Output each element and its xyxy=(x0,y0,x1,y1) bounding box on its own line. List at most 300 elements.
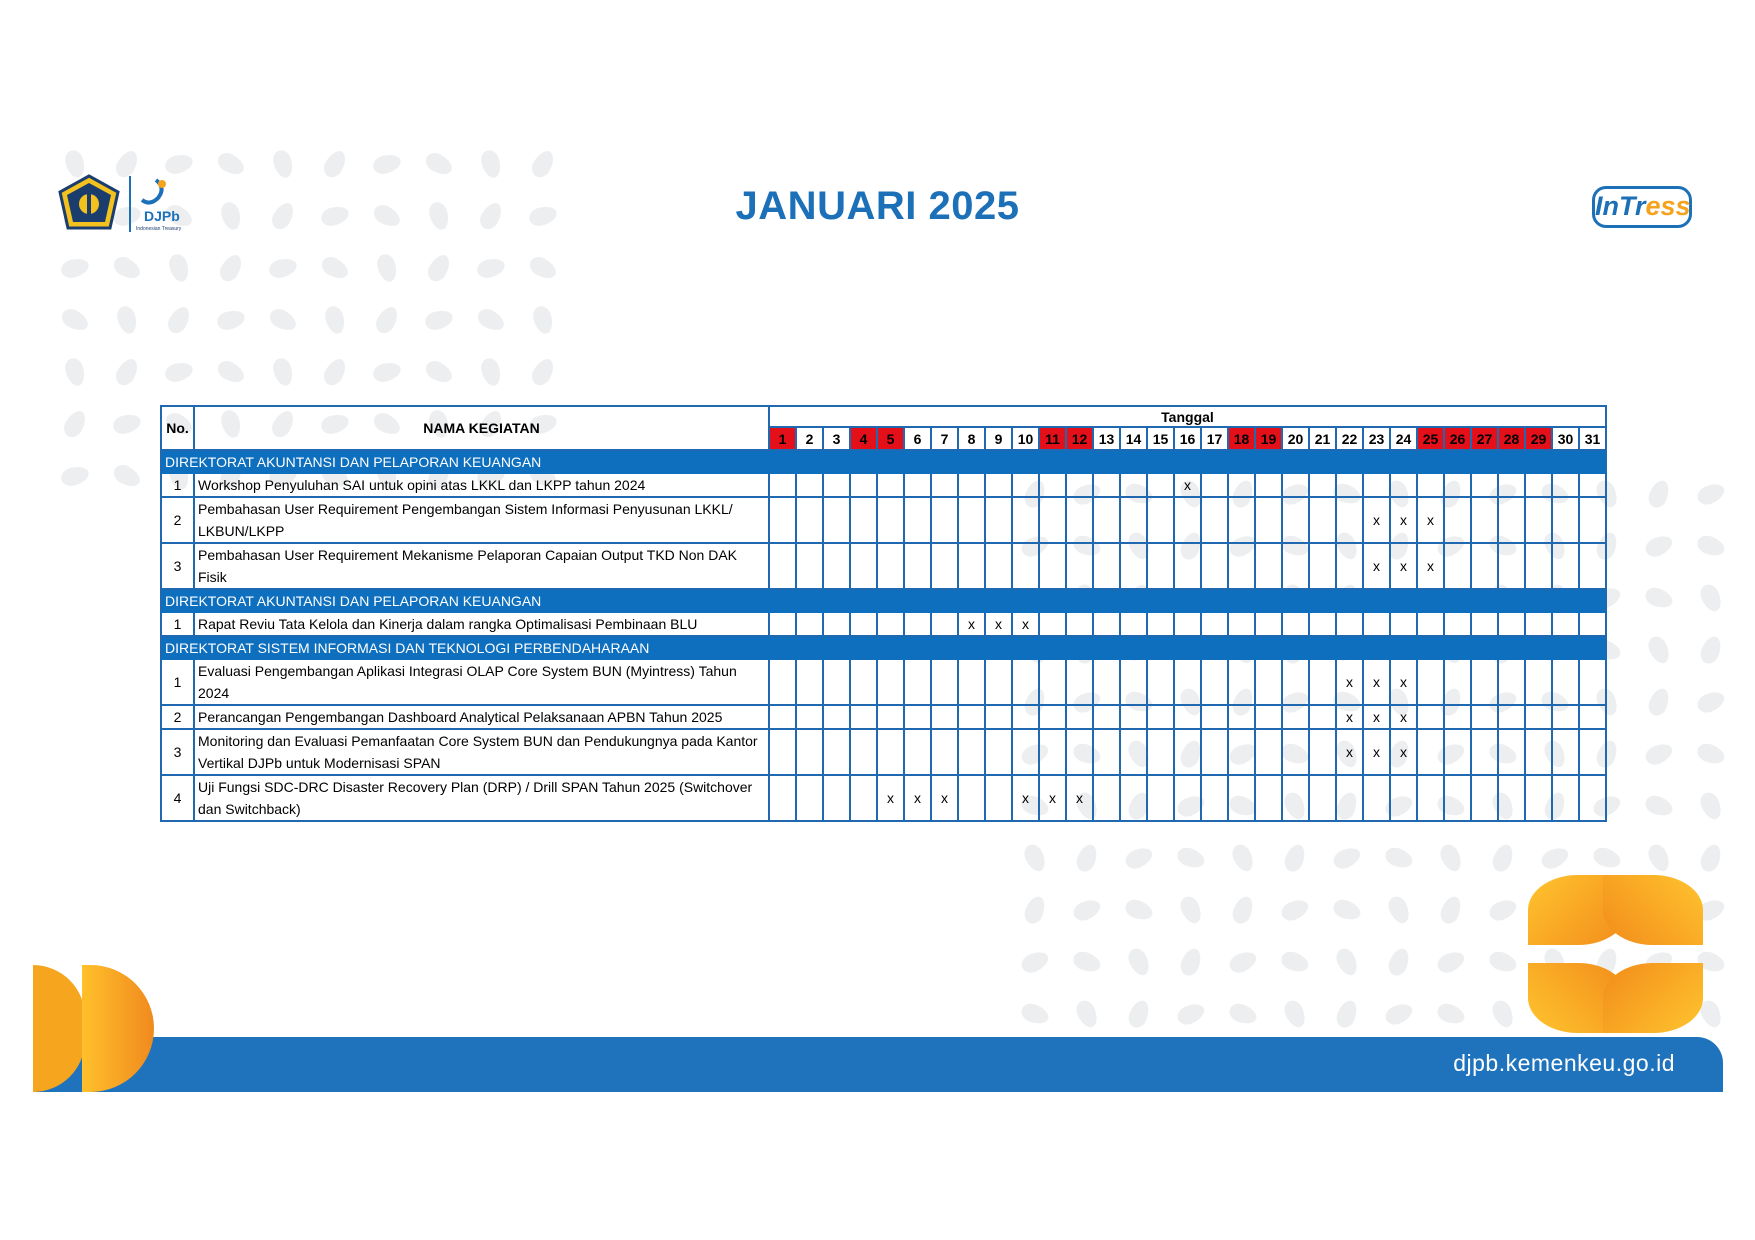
day-cell xyxy=(1066,543,1093,589)
day-cell xyxy=(1174,497,1201,543)
scheduled-mark: x xyxy=(958,612,985,636)
day-cell xyxy=(769,659,796,705)
section-title: DIREKTORAT SISTEM INFORMASI DAN TEKNOLOGI PERBENDAHARAAN xyxy=(161,636,1606,659)
section-title: DIREKTORAT AKUNTANSI DAN PELAPORAN KEUANGAN xyxy=(161,450,1606,473)
day-cell xyxy=(1039,612,1066,636)
schedule-body xyxy=(161,450,1606,821)
day-cell xyxy=(1228,497,1255,543)
day-cell xyxy=(1282,497,1309,543)
day-cell xyxy=(1255,775,1282,821)
day-cell xyxy=(958,473,985,497)
day-cell xyxy=(1147,775,1174,821)
day-cell xyxy=(1039,729,1066,775)
scheduled-mark: x xyxy=(1336,729,1363,775)
activity-name: Uji Fungsi SDC-DRC Disaster Recovery Plan (DRP) / Drill SPAN Tahun 2025 (Switchover dan Switchback) xyxy=(194,775,769,821)
djpb-logo-subtitle: Indonesian Treasury xyxy=(136,226,182,232)
day-cell xyxy=(1417,659,1444,705)
day-cell xyxy=(850,543,877,589)
day-cell xyxy=(931,659,958,705)
day-cell xyxy=(931,612,958,636)
day-header-20: 20 xyxy=(1282,427,1309,450)
day-header-16: 16 xyxy=(1174,427,1201,450)
day-cell xyxy=(1417,775,1444,821)
day-cell xyxy=(1444,497,1471,543)
day-cell xyxy=(1336,473,1363,497)
day-cell xyxy=(850,497,877,543)
scheduled-mark: x xyxy=(1336,705,1363,729)
day-cell xyxy=(931,543,958,589)
day-header-29: 29 xyxy=(1525,427,1552,450)
day-cell xyxy=(1417,729,1444,775)
day-cell xyxy=(1471,705,1498,729)
day-cell xyxy=(823,659,850,705)
day-cell xyxy=(1471,473,1498,497)
day-cell xyxy=(1039,473,1066,497)
day-cell xyxy=(1417,473,1444,497)
day-cell xyxy=(850,473,877,497)
day-cell xyxy=(1201,659,1228,705)
day-header-15: 15 xyxy=(1147,427,1174,450)
day-cell xyxy=(1390,775,1417,821)
day-cell xyxy=(1444,612,1471,636)
day-cell xyxy=(1120,775,1147,821)
day-cell xyxy=(1255,543,1282,589)
day-cell xyxy=(1282,543,1309,589)
day-cell xyxy=(1039,659,1066,705)
day-cell xyxy=(1309,612,1336,636)
scheduled-mark: x xyxy=(1012,612,1039,636)
day-cell xyxy=(877,659,904,705)
day-cell xyxy=(1336,543,1363,589)
day-cell xyxy=(769,775,796,821)
day-cell xyxy=(958,729,985,775)
day-header-13: 13 xyxy=(1093,427,1120,450)
scheduled-mark: x xyxy=(904,775,931,821)
page-title: JANUARI 2025 xyxy=(735,184,1020,228)
day-cell xyxy=(1309,729,1336,775)
day-cell xyxy=(1012,659,1039,705)
table-row xyxy=(161,497,1606,543)
day-header-4: 4 xyxy=(850,427,877,450)
day-cell xyxy=(1579,729,1606,775)
day-cell xyxy=(1228,543,1255,589)
col-header-dates: Tanggal xyxy=(769,406,1606,427)
day-cell xyxy=(1444,659,1471,705)
day-cell xyxy=(850,775,877,821)
day-header-6: 6 xyxy=(904,427,931,450)
row-number: 1 xyxy=(161,612,194,636)
day-cell xyxy=(1282,612,1309,636)
flower-decoration xyxy=(1528,875,1698,1040)
day-cell xyxy=(769,473,796,497)
day-cell xyxy=(796,473,823,497)
day-cell xyxy=(1012,705,1039,729)
intress-logo-suffix: ess xyxy=(1645,191,1691,221)
day-cell xyxy=(1066,729,1093,775)
day-cell xyxy=(1525,473,1552,497)
day-cell xyxy=(1552,729,1579,775)
scheduled-mark: x xyxy=(1039,775,1066,821)
day-cell xyxy=(1093,543,1120,589)
day-cell xyxy=(1147,659,1174,705)
day-cell xyxy=(1012,543,1039,589)
day-cell xyxy=(1255,497,1282,543)
day-cell xyxy=(1525,497,1552,543)
day-cell xyxy=(904,497,931,543)
day-cell xyxy=(877,543,904,589)
scheduled-mark: x xyxy=(1390,659,1417,705)
day-cell xyxy=(958,775,985,821)
day-cell xyxy=(985,497,1012,543)
day-cell xyxy=(877,473,904,497)
scheduled-mark: x xyxy=(1363,497,1390,543)
row-number: 3 xyxy=(161,543,194,589)
day-cell xyxy=(1444,729,1471,775)
day-cell xyxy=(1174,705,1201,729)
day-cell xyxy=(1147,497,1174,543)
day-cell xyxy=(769,705,796,729)
day-cell xyxy=(1471,497,1498,543)
day-cell xyxy=(1201,543,1228,589)
day-cell xyxy=(1282,659,1309,705)
day-header-30: 30 xyxy=(1552,427,1579,450)
day-cell xyxy=(850,659,877,705)
day-cell xyxy=(985,473,1012,497)
day-cell xyxy=(796,705,823,729)
day-cell xyxy=(796,659,823,705)
day-cell xyxy=(1201,729,1228,775)
day-cell xyxy=(1579,543,1606,589)
day-cell xyxy=(985,705,1012,729)
day-cell xyxy=(1363,473,1390,497)
scheduled-mark: x xyxy=(1363,543,1390,589)
day-header-22: 22 xyxy=(1336,427,1363,450)
day-cell xyxy=(877,497,904,543)
day-cell xyxy=(1471,729,1498,775)
section-header-row xyxy=(161,589,1606,612)
day-cell xyxy=(1012,473,1039,497)
day-cell xyxy=(1147,473,1174,497)
day-cell xyxy=(1255,705,1282,729)
activity-name: Pembahasan User Requirement Pengembangan Sistem Informasi Penyusunan LKKL/ LKBUN/LKPP xyxy=(194,497,769,543)
day-cell xyxy=(931,705,958,729)
day-cell xyxy=(1120,705,1147,729)
day-cell xyxy=(1363,775,1390,821)
day-header-3: 3 xyxy=(823,427,850,450)
day-cell xyxy=(1552,659,1579,705)
scheduled-mark: x xyxy=(1336,659,1363,705)
day-cell xyxy=(958,705,985,729)
day-cell xyxy=(877,612,904,636)
day-cell xyxy=(1552,497,1579,543)
scheduled-mark: x xyxy=(877,775,904,821)
day-cell xyxy=(1498,775,1525,821)
day-cell xyxy=(1228,775,1255,821)
day-cell xyxy=(1228,473,1255,497)
day-header-9: 9 xyxy=(985,427,1012,450)
day-cell xyxy=(1498,497,1525,543)
scheduled-mark: x xyxy=(1390,729,1417,775)
day-cell xyxy=(1525,543,1552,589)
day-header-19: 19 xyxy=(1255,427,1282,450)
scheduled-mark: x xyxy=(1390,705,1417,729)
day-cell xyxy=(1066,612,1093,636)
day-header-24: 24 xyxy=(1390,427,1417,450)
day-cell xyxy=(1444,705,1471,729)
day-cell xyxy=(985,729,1012,775)
day-cell xyxy=(850,705,877,729)
day-cell xyxy=(1336,497,1363,543)
scheduled-mark: x xyxy=(1363,659,1390,705)
day-cell xyxy=(1066,705,1093,729)
day-cell xyxy=(958,497,985,543)
table-row xyxy=(161,705,1606,729)
scheduled-mark: x xyxy=(985,612,1012,636)
section-header-row xyxy=(161,636,1606,659)
day-cell xyxy=(877,705,904,729)
day-header-8: 8 xyxy=(958,427,985,450)
day-cell xyxy=(1525,659,1552,705)
day-cell xyxy=(1093,497,1120,543)
table-row xyxy=(161,473,1606,497)
day-cell xyxy=(1309,473,1336,497)
day-cell xyxy=(1174,543,1201,589)
row-number: 1 xyxy=(161,473,194,497)
table-row xyxy=(161,659,1606,705)
scheduled-mark: x xyxy=(1174,473,1201,497)
day-cell xyxy=(985,659,1012,705)
day-cell xyxy=(1525,729,1552,775)
day-cell xyxy=(823,729,850,775)
day-cell xyxy=(1147,543,1174,589)
intress-logo xyxy=(1592,186,1692,228)
day-cell xyxy=(1012,497,1039,543)
day-cell xyxy=(796,729,823,775)
scheduled-mark: x xyxy=(1066,775,1093,821)
day-cell xyxy=(1579,705,1606,729)
day-header-2: 2 xyxy=(796,427,823,450)
day-cell xyxy=(1201,775,1228,821)
day-cell xyxy=(904,473,931,497)
day-cell xyxy=(1471,659,1498,705)
day-header-23: 23 xyxy=(1363,427,1390,450)
day-cell xyxy=(823,497,850,543)
activity-name: Evaluasi Pengembangan Aplikasi Integrasi OLAP Core System BUN (Myintress) Tahun 2024 xyxy=(194,659,769,705)
day-cell xyxy=(1498,612,1525,636)
day-header-18: 18 xyxy=(1228,427,1255,450)
day-cell xyxy=(1444,543,1471,589)
day-cell xyxy=(1066,473,1093,497)
day-cell xyxy=(1120,729,1147,775)
table-row xyxy=(161,612,1606,636)
day-cell xyxy=(1336,775,1363,821)
scheduled-mark: x xyxy=(931,775,958,821)
day-cell xyxy=(1228,705,1255,729)
scheduled-mark: x xyxy=(1390,543,1417,589)
day-cell xyxy=(958,659,985,705)
day-cell xyxy=(931,473,958,497)
scheduled-mark: x xyxy=(1012,775,1039,821)
day-cell xyxy=(1147,705,1174,729)
day-cell xyxy=(1552,705,1579,729)
intress-logo-prefix: InTr xyxy=(1595,191,1646,221)
day-cell xyxy=(1147,612,1174,636)
day-cell xyxy=(1498,705,1525,729)
day-header-21: 21 xyxy=(1309,427,1336,450)
day-cell xyxy=(1093,729,1120,775)
day-cell xyxy=(1228,659,1255,705)
day-header-1: 1 xyxy=(769,427,796,450)
day-cell xyxy=(1309,497,1336,543)
col-header-name: NAMA KEGIATAN xyxy=(194,406,769,450)
day-cell xyxy=(904,729,931,775)
day-cell xyxy=(1309,543,1336,589)
day-cell xyxy=(1552,543,1579,589)
day-header-14: 14 xyxy=(1120,427,1147,450)
day-cell xyxy=(1282,705,1309,729)
day-cell xyxy=(1579,612,1606,636)
day-cell xyxy=(796,775,823,821)
row-number: 2 xyxy=(161,497,194,543)
day-header-31: 31 xyxy=(1579,427,1606,450)
day-cell xyxy=(1039,705,1066,729)
day-cell xyxy=(1255,659,1282,705)
day-cell xyxy=(904,659,931,705)
day-cell xyxy=(1255,612,1282,636)
day-cell xyxy=(1255,729,1282,775)
day-cell xyxy=(1201,473,1228,497)
table-row xyxy=(161,775,1606,821)
day-cell xyxy=(1120,497,1147,543)
day-cell xyxy=(796,612,823,636)
day-cell xyxy=(1282,775,1309,821)
day-cell xyxy=(1093,705,1120,729)
day-cell xyxy=(1174,775,1201,821)
activity-name: Pembahasan User Requirement Mekanisme Pelaporan Capaian Output TKD Non DAK Fisik xyxy=(194,543,769,589)
day-cell xyxy=(1282,729,1309,775)
day-cell xyxy=(850,612,877,636)
day-cell xyxy=(823,612,850,636)
day-cell xyxy=(1471,612,1498,636)
day-cell xyxy=(1120,543,1147,589)
activity-name: Rapat Reviu Tata Kelola dan Kinerja dalam rangka Optimalisasi Pembinaan BLU xyxy=(194,612,769,636)
day-cell xyxy=(1093,612,1120,636)
day-cell xyxy=(1390,612,1417,636)
header-row xyxy=(161,406,1606,427)
day-cell xyxy=(1201,497,1228,543)
day-cell xyxy=(1552,473,1579,497)
day-header-10: 10 xyxy=(1012,427,1039,450)
day-cell xyxy=(1093,775,1120,821)
day-cell xyxy=(931,497,958,543)
day-cell xyxy=(1579,497,1606,543)
activity-name: Perancangan Pengembangan Dashboard Analytical Pelaksanaan APBN Tahun 2025 xyxy=(194,705,769,729)
day-cell xyxy=(1552,612,1579,636)
day-cell xyxy=(1201,612,1228,636)
day-cell xyxy=(1444,473,1471,497)
footer-url: djpb.kemenkeu.go.id xyxy=(1453,1050,1675,1076)
day-cell xyxy=(1066,497,1093,543)
day-cell xyxy=(1012,729,1039,775)
day-cell xyxy=(877,729,904,775)
activity-name: Monitoring dan Evaluasi Pemanfaatan Core System BUN dan Pendukungnya pada Kantor Vertikal DJPb untuk Modernisasi SPAN xyxy=(194,729,769,775)
day-cell xyxy=(1066,659,1093,705)
scheduled-mark: x xyxy=(1417,543,1444,589)
day-cell xyxy=(904,543,931,589)
day-cell xyxy=(850,729,877,775)
day-cell xyxy=(1525,775,1552,821)
day-cell xyxy=(1093,473,1120,497)
day-cell xyxy=(1417,705,1444,729)
row-number: 1 xyxy=(161,659,194,705)
scheduled-mark: x xyxy=(1417,497,1444,543)
day-cell xyxy=(1336,612,1363,636)
day-cell xyxy=(1039,497,1066,543)
day-cell xyxy=(1120,659,1147,705)
day-cell xyxy=(1174,729,1201,775)
day-header-27: 27 xyxy=(1471,427,1498,450)
day-cell xyxy=(823,705,850,729)
day-cell xyxy=(1228,729,1255,775)
table-row xyxy=(161,729,1606,775)
scheduled-mark: x xyxy=(1390,497,1417,543)
day-cell xyxy=(769,497,796,543)
day-cell xyxy=(1228,612,1255,636)
day-cell xyxy=(1309,775,1336,821)
day-cell xyxy=(1147,729,1174,775)
table-row xyxy=(161,543,1606,589)
day-cell xyxy=(1498,659,1525,705)
day-cell xyxy=(1471,543,1498,589)
day-cell xyxy=(1525,705,1552,729)
day-cell xyxy=(1201,705,1228,729)
row-number: 4 xyxy=(161,775,194,821)
scheduled-mark: x xyxy=(1363,705,1390,729)
day-header-28: 28 xyxy=(1498,427,1525,450)
day-cell xyxy=(769,543,796,589)
day-cell xyxy=(796,543,823,589)
schedule-table xyxy=(160,405,1607,822)
day-cell xyxy=(1039,543,1066,589)
day-header-7: 7 xyxy=(931,427,958,450)
day-cell xyxy=(1282,473,1309,497)
day-cell xyxy=(1120,612,1147,636)
day-cell xyxy=(823,543,850,589)
day-cell xyxy=(904,612,931,636)
day-header-26: 26 xyxy=(1444,427,1471,450)
day-header-11: 11 xyxy=(1039,427,1066,450)
day-cell xyxy=(823,473,850,497)
day-cell xyxy=(1363,612,1390,636)
day-cell xyxy=(931,729,958,775)
activity-name: Workshop Penyuluhan SAI untuk opini atas LKKL dan LKPP tahun 2024 xyxy=(194,473,769,497)
day-cell xyxy=(1579,473,1606,497)
day-cell xyxy=(1390,473,1417,497)
day-cell xyxy=(1417,612,1444,636)
day-cell xyxy=(1525,612,1552,636)
day-cell xyxy=(769,612,796,636)
day-cell xyxy=(1552,775,1579,821)
day-cell xyxy=(1498,729,1525,775)
day-cell xyxy=(985,543,1012,589)
section-title: DIREKTORAT AKUNTANSI DAN PELAPORAN KEUANGAN xyxy=(161,589,1606,612)
day-cell xyxy=(1498,473,1525,497)
day-header-5: 5 xyxy=(877,427,904,450)
row-number: 3 xyxy=(161,729,194,775)
day-cell xyxy=(1255,473,1282,497)
section-header-row xyxy=(161,450,1606,473)
day-cell xyxy=(796,497,823,543)
